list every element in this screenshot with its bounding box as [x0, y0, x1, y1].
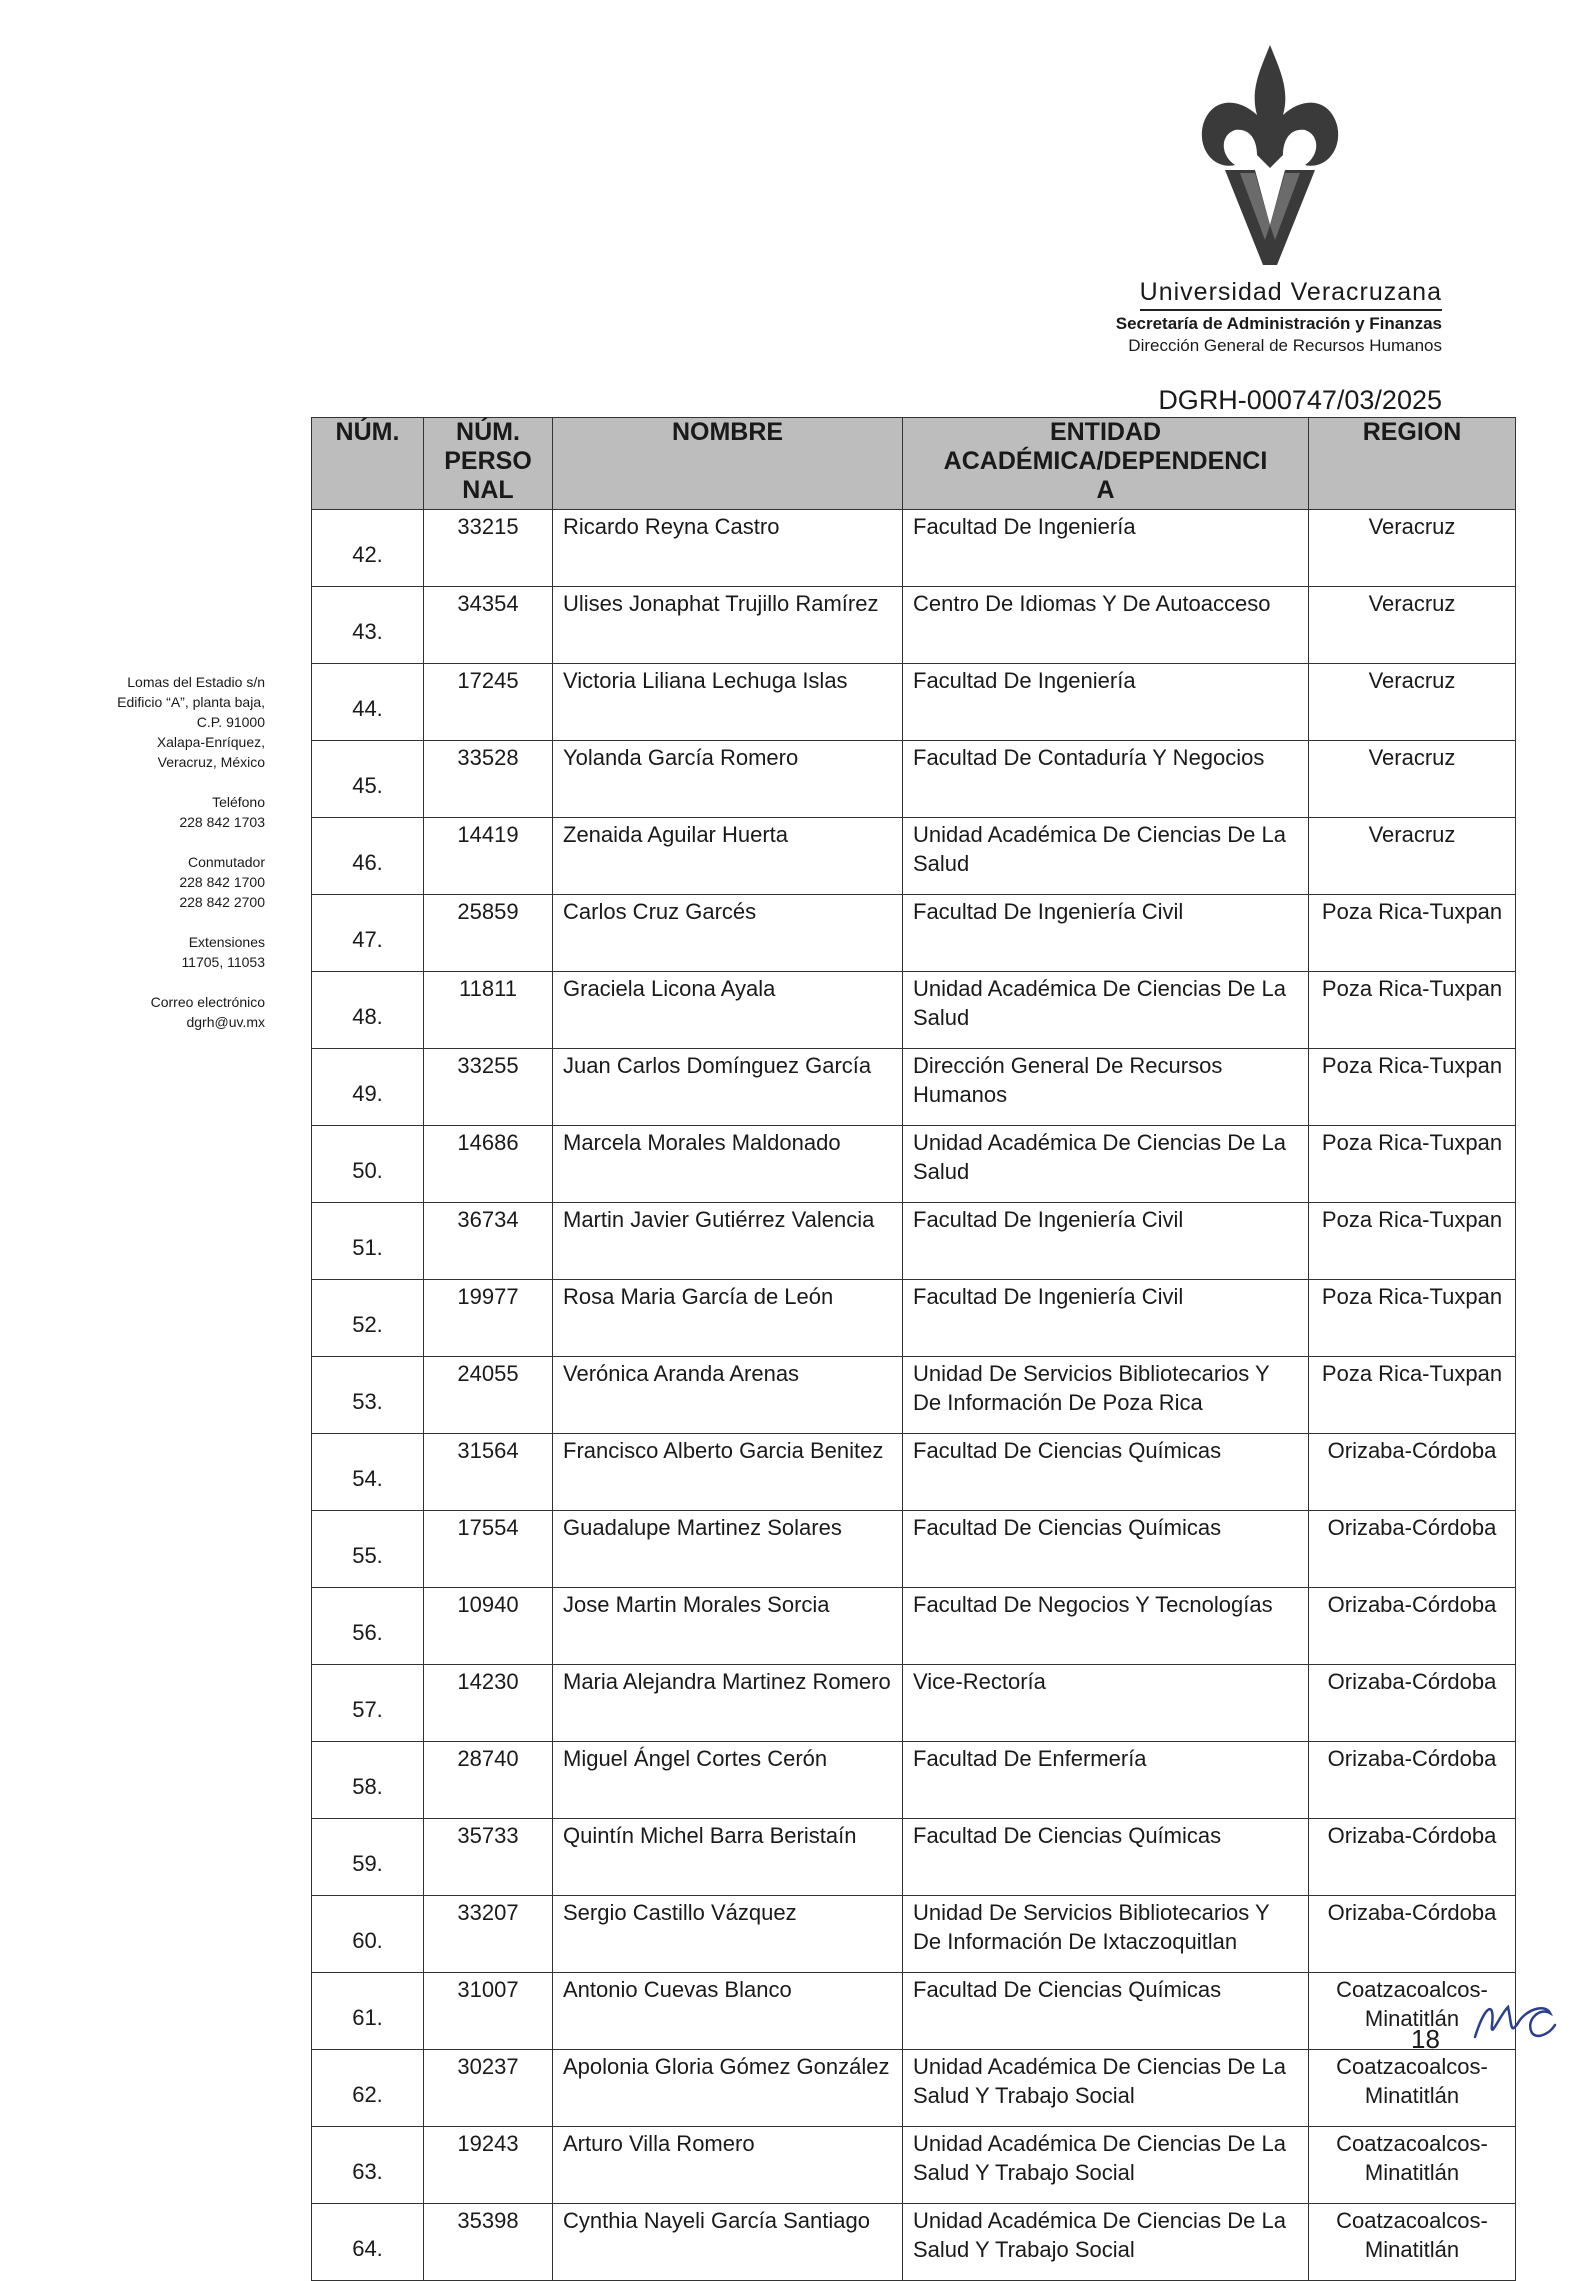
table-row: [312, 1434, 1516, 1511]
person-name: Jose Martin Morales Sorcia: [553, 1588, 903, 1665]
header-name: NOMBRE: [553, 418, 903, 510]
contact-sidebar: [5, 672, 265, 1032]
header-personal-number: NÚM. PERSO NAL: [424, 418, 553, 510]
row-number: 47.: [312, 895, 424, 972]
table-row: [312, 1742, 1516, 1819]
fleur-de-lis-v-logo-icon: [1195, 40, 1345, 270]
table-row: [312, 2050, 1516, 2127]
academic-entity: Facultad De Enfermería: [903, 1742, 1309, 1819]
person-name: Martin Javier Gutiérrez Valencia: [553, 1203, 903, 1280]
table-row: [312, 1357, 1516, 1434]
person-name: Arturo Villa Romero: [553, 2127, 903, 2204]
academic-entity: Unidad Académica De Ciencias De La Salud Y Trabajo Social: [903, 2127, 1309, 2204]
address-line: Edificio “A”, planta baja,: [117, 694, 265, 710]
region: Poza Rica-Tuxpan: [1309, 895, 1516, 972]
person-name: Victoria Liliana Lechuga Islas: [553, 664, 903, 741]
row-number: 64.: [312, 2204, 424, 2281]
academic-entity: Unidad Académica De Ciencias De La Salud Y Trabajo Social: [903, 2050, 1309, 2127]
row-number: 46.: [312, 818, 424, 895]
region: Poza Rica-Tuxpan: [1309, 1126, 1516, 1203]
table-row: [312, 1819, 1516, 1896]
page-number: 18: [1411, 2024, 1440, 2054]
document-reference: DGRH-000747/03/2025: [1158, 385, 1442, 415]
secretariat: Secretaría de Administración y Finanzas: [1115, 314, 1442, 333]
academic-entity: Facultad De Contaduría Y Negocios: [903, 741, 1309, 818]
academic-entity: Dirección General De Recursos Humanos: [903, 1049, 1309, 1126]
region: Orizaba-Córdoba: [1309, 1588, 1516, 1665]
row-number: 57.: [312, 1665, 424, 1742]
region: Orizaba-Córdoba: [1309, 1742, 1516, 1819]
switchboard-label: Conmutador: [187, 854, 265, 870]
person-name: Apolonia Gloria Gómez González: [553, 2050, 903, 2127]
academic-entity: Centro De Idiomas Y De Autoacceso: [903, 587, 1309, 664]
personal-number: 31564: [424, 1434, 553, 1511]
email-value: dgrh@uv.mx: [186, 1014, 265, 1030]
academic-entity: Facultad De Ciencias Químicas: [903, 1434, 1309, 1511]
academic-entity: Unidad De Servicios Bibliotecarios Y De Información De Poza Rica: [903, 1357, 1309, 1434]
row-number: 44.: [312, 664, 424, 741]
personal-number: 33255: [424, 1049, 553, 1126]
header-num: NÚM.: [312, 418, 424, 510]
table-row: [312, 664, 1516, 741]
person-name: Antonio Cuevas Blanco: [553, 1973, 903, 2050]
person-name: Guadalupe Martinez Solares: [553, 1511, 903, 1588]
region: Poza Rica-Tuxpan: [1309, 972, 1516, 1049]
table-row: [312, 510, 1516, 587]
table-row: [312, 1203, 1516, 1280]
academic-entity: Unidad Académica De Ciencias De La Salud: [903, 818, 1309, 895]
table-row: [312, 2204, 1516, 2281]
personal-number: 11811: [424, 972, 553, 1049]
row-number: 50.: [312, 1126, 424, 1203]
academic-entity: Vice-Rectoría: [903, 1665, 1309, 1742]
person-name: Graciela Licona Ayala: [553, 972, 903, 1049]
academic-entity: Facultad De Ingeniería Civil: [903, 895, 1309, 972]
person-name: Quintín Michel Barra Beristaín: [553, 1819, 903, 1896]
academic-entity: Unidad De Servicios Bibliotecarios Y De Información De Ixtaczoquitlan: [903, 1896, 1309, 1973]
personal-number: 33528: [424, 741, 553, 818]
phone-label: Teléfono: [212, 794, 265, 810]
academic-entity: Facultad De Ciencias Químicas: [903, 1973, 1309, 2050]
table-row: [312, 1280, 1516, 1357]
personal-number: 30237: [424, 2050, 553, 2127]
table-row: [312, 818, 1516, 895]
personal-number: 28740: [424, 1742, 553, 1819]
address-line: C.P. 91000: [196, 714, 265, 730]
region: Coatzacoalcos-Minatitlán: [1309, 1973, 1516, 2050]
person-name: Carlos Cruz Garcés: [553, 895, 903, 972]
address-line: Lomas del Estadio s/n: [127, 674, 265, 690]
personal-number: 35398: [424, 2204, 553, 2281]
row-number: 58.: [312, 1742, 424, 1819]
row-number: 54.: [312, 1434, 424, 1511]
person-name: Yolanda García Romero: [553, 741, 903, 818]
table-row: [312, 1896, 1516, 1973]
person-name: Francisco Alberto Garcia Benitez: [553, 1434, 903, 1511]
personal-number: 33207: [424, 1896, 553, 1973]
table-row: [312, 1049, 1516, 1126]
region: Veracruz: [1309, 818, 1516, 895]
personal-number: 36734: [424, 1203, 553, 1280]
row-number: 59.: [312, 1819, 424, 1896]
personal-number: 25859: [424, 895, 553, 972]
region: Orizaba-Córdoba: [1309, 1511, 1516, 1588]
region: Veracruz: [1309, 587, 1516, 664]
row-number: 62.: [312, 2050, 424, 2127]
region: Poza Rica-Tuxpan: [1309, 1357, 1516, 1434]
region: Veracruz: [1309, 510, 1516, 587]
person-name: Marcela Morales Maldonado: [553, 1126, 903, 1203]
region: Orizaba-Córdoba: [1309, 1434, 1516, 1511]
table-row: [312, 1665, 1516, 1742]
person-name: Maria Alejandra Martinez Romero: [553, 1665, 903, 1742]
academic-entity: Facultad De Ingeniería Civil: [903, 1280, 1309, 1357]
row-number: 52.: [312, 1280, 424, 1357]
email-label: Correo electrónico: [150, 994, 265, 1010]
academic-entity: Unidad Académica De Ciencias De La Salud: [903, 1126, 1309, 1203]
address-line: Xalapa-Enríquez,: [156, 734, 265, 750]
org-header: [1116, 278, 1442, 356]
region: Poza Rica-Tuxpan: [1309, 1203, 1516, 1280]
region: Orizaba-Córdoba: [1309, 1896, 1516, 1973]
row-number: 63.: [312, 2127, 424, 2204]
academic-entity: Facultad De Ciencias Químicas: [903, 1819, 1309, 1896]
region: Poza Rica-Tuxpan: [1309, 1049, 1516, 1126]
region: Coatzacoalcos-Minatitlán: [1309, 2127, 1516, 2204]
department: Dirección General de Recursos Humanos: [1128, 336, 1442, 355]
switchboard-number: 228 842 2700: [179, 894, 265, 910]
address-line: Veracruz, México: [157, 754, 265, 770]
row-number: 51.: [312, 1203, 424, 1280]
personal-number: 14686: [424, 1126, 553, 1203]
academic-entity: Facultad De Ingeniería Civil: [903, 1203, 1309, 1280]
row-number: 45.: [312, 741, 424, 818]
personnel-table: [311, 417, 1516, 2281]
person-name: Ricardo Reyna Castro: [553, 510, 903, 587]
switchboard-number: 228 842 1700: [179, 874, 265, 890]
personal-number: 17554: [424, 1511, 553, 1588]
personal-number: 34354: [424, 587, 553, 664]
table-row: [312, 1588, 1516, 1665]
academic-entity: Facultad De Negocios Y Tecnologías: [903, 1588, 1309, 1665]
personal-number: 19243: [424, 2127, 553, 2204]
extensions-label: Extensiones: [188, 934, 265, 950]
row-number: 49.: [312, 1049, 424, 1126]
person-name: Verónica Aranda Arenas: [553, 1357, 903, 1434]
table-row: [312, 972, 1516, 1049]
table-row: [312, 1511, 1516, 1588]
org-name: Universidad Veracruzana: [1140, 278, 1442, 311]
person-name: Juan Carlos Domínguez García: [553, 1049, 903, 1126]
personal-number: 33215: [424, 510, 553, 587]
academic-entity: Unidad Académica De Ciencias De La Salud: [903, 972, 1309, 1049]
region: Coatzacoalcos-Minatitlán: [1309, 2204, 1516, 2281]
row-number: 48.: [312, 972, 424, 1049]
row-number: 42.: [312, 510, 424, 587]
region: Poza Rica-Tuxpan: [1309, 1280, 1516, 1357]
row-number: 55.: [312, 1511, 424, 1588]
table-row: [312, 1126, 1516, 1203]
row-number: 56.: [312, 1588, 424, 1665]
extensions-value: 11705, 11053: [181, 954, 265, 970]
personal-number: 19977: [424, 1280, 553, 1357]
table-row: [312, 895, 1516, 972]
table-header-row: [312, 418, 1516, 510]
personal-number: 14230: [424, 1665, 553, 1742]
person-name: Miguel Ángel Cortes Cerón: [553, 1742, 903, 1819]
header-entity: ENTIDAD ACADÉMICA/DEPENDENCI A: [903, 418, 1309, 510]
region: Orizaba-Córdoba: [1309, 1665, 1516, 1742]
person-name: Zenaida Aguilar Huerta: [553, 818, 903, 895]
person-name: Sergio Castillo Vázquez: [553, 1896, 903, 1973]
table-row: [312, 741, 1516, 818]
region: Veracruz: [1309, 741, 1516, 818]
row-number: 43.: [312, 587, 424, 664]
row-number: 61.: [312, 1973, 424, 2050]
person-name: Ulises Jonaphat Trujillo Ramírez: [553, 587, 903, 664]
person-name: Cynthia Nayeli García Santiago: [553, 2204, 903, 2281]
person-name: Rosa Maria García de León: [553, 1280, 903, 1357]
table-row: [312, 1973, 1516, 2050]
academic-entity: Facultad De Ingeniería: [903, 664, 1309, 741]
handwritten-initials-icon: [1470, 1995, 1560, 2045]
phone-number: 228 842 1703: [179, 814, 265, 830]
personal-number: 31007: [424, 1973, 553, 2050]
personal-number: 14419: [424, 818, 553, 895]
table-row: [312, 2127, 1516, 2204]
row-number: 60.: [312, 1896, 424, 1973]
personal-number: 17245: [424, 664, 553, 741]
academic-entity: Facultad De Ciencias Químicas: [903, 1511, 1309, 1588]
header-region: REGION: [1309, 418, 1516, 510]
personal-number: 10940: [424, 1588, 553, 1665]
personal-number: 24055: [424, 1357, 553, 1434]
region: Coatzacoalcos-Minatitlán: [1309, 2050, 1516, 2127]
region: Veracruz: [1309, 664, 1516, 741]
personal-number: 35733: [424, 1819, 553, 1896]
academic-entity: Facultad De Ingeniería: [903, 510, 1309, 587]
row-number: 53.: [312, 1357, 424, 1434]
table-row: [312, 587, 1516, 664]
region: Orizaba-Córdoba: [1309, 1819, 1516, 1896]
academic-entity: Unidad Académica De Ciencias De La Salud Y Trabajo Social: [903, 2204, 1309, 2281]
